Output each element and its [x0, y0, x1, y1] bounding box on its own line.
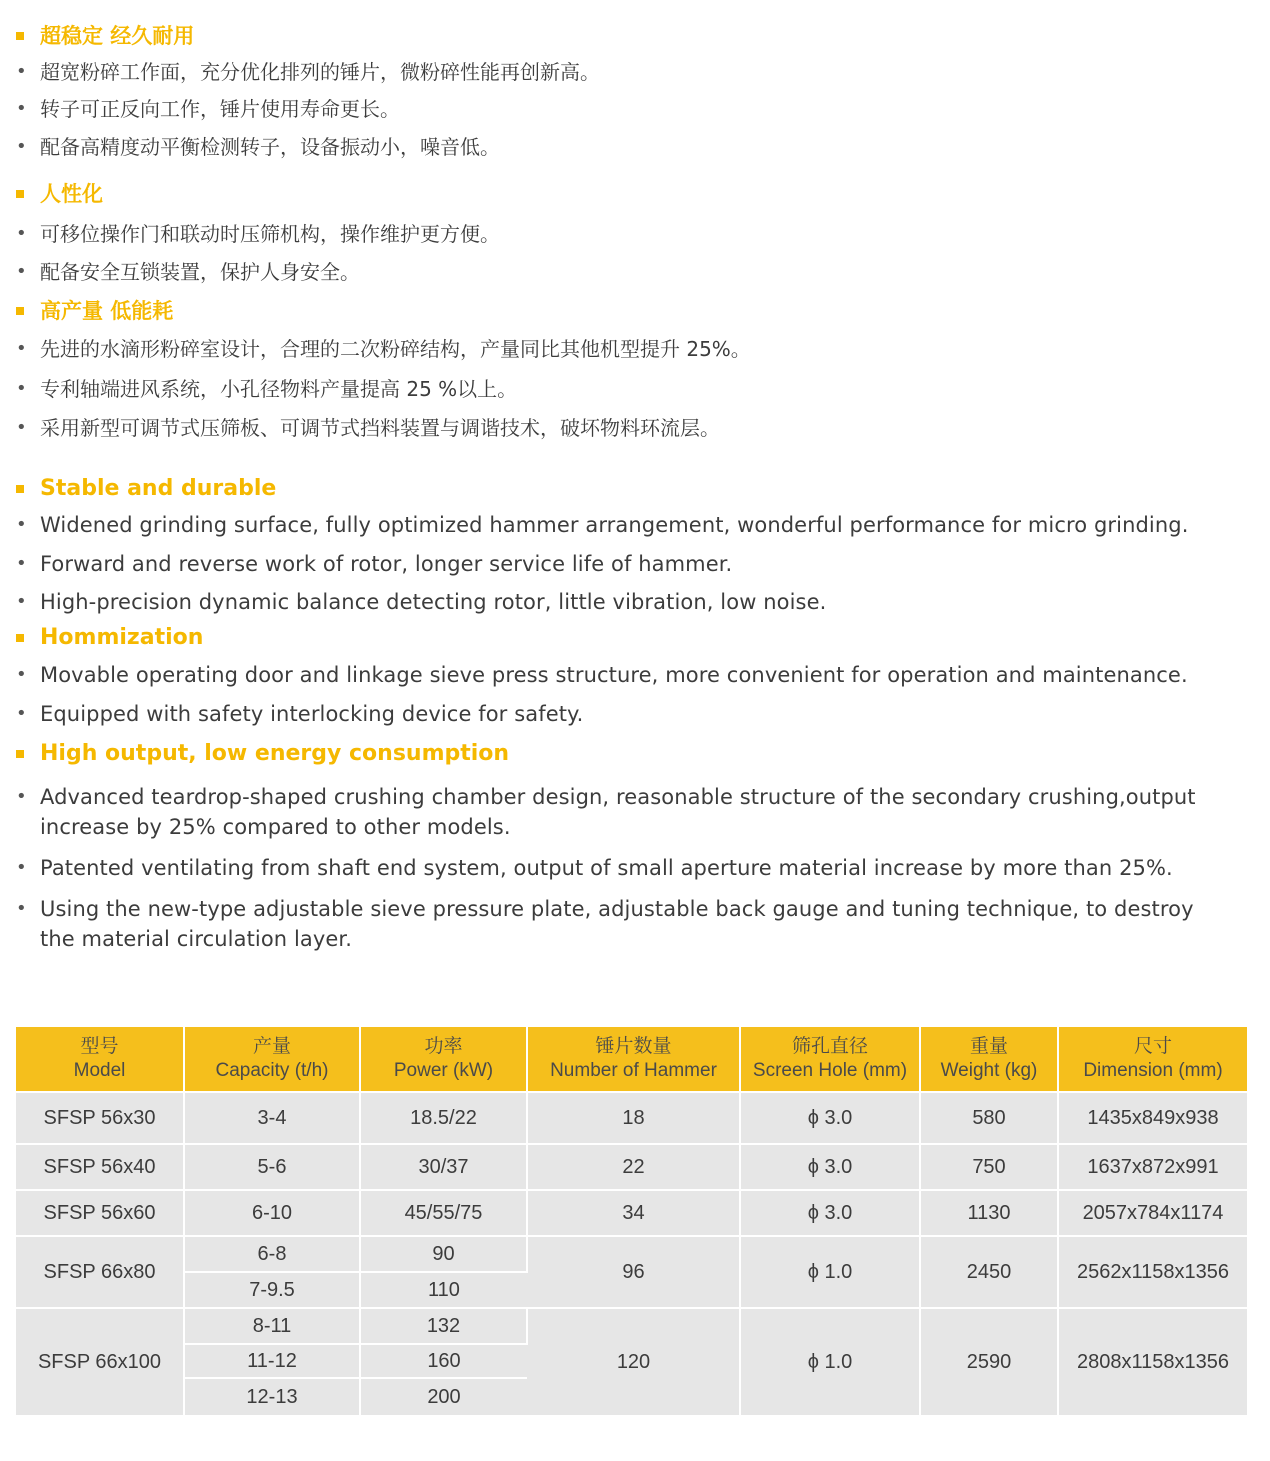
cell-model: SFSP 56x40 [16, 1144, 184, 1190]
feature-text: Widened grinding surface, fully optimized hammer arrangement, wonderful performance for micro grinding. [40, 513, 1189, 537]
column-header-hammers [527, 1027, 740, 1092]
square-bullet-icon [16, 634, 24, 642]
feature-text: 先进的水滴形粉碎室设计，合理的二次粉碎结构，产量同比其他机型提升 25%。 [40, 337, 751, 361]
table-header-row [16, 1027, 1247, 1092]
square-bullet-icon [16, 32, 24, 40]
feature-item [16, 222, 500, 246]
header-cn: 重量 [969, 1036, 1008, 1057]
feature-text: Advanced teardrop-shaped crushing chamber design, reasonable structure of the secondary crushing,output increase by 25% compared to other models. [40, 785, 1196, 839]
cell-capacity: 3-4 [184, 1092, 360, 1144]
feature-text: 超宽粉碎工作面，充分优化排列的锤片，微粉碎性能再创新高。 [40, 60, 600, 84]
bullet-dot-icon: • [16, 553, 27, 574]
cell-capacity: 12-13 [184, 1378, 360, 1416]
cell-model: SFSP 66x100 [16, 1308, 184, 1416]
feature-text: 配备高精度动平衡检测转子，设备振动小，噪音低。 [40, 135, 500, 159]
cell-power: 160 [360, 1344, 527, 1378]
bullet-dot-icon: • [16, 664, 27, 685]
cell-model: SFSP 66x80 [16, 1236, 184, 1308]
cell-dimension: 1435x849x938 [1058, 1092, 1247, 1144]
cell-hammers: 22 [527, 1144, 740, 1190]
bullet-dot-icon: • [16, 514, 27, 535]
table-row [16, 1092, 1247, 1144]
cell-weight: 2450 [920, 1236, 1058, 1308]
section-title: Stable and durable [40, 476, 277, 501]
column-header-model [16, 1027, 184, 1092]
bullet-dot-icon: • [16, 857, 27, 878]
feature-text: 专利轴端进风系统，小孔径物料产量提高 25 %以上。 [40, 377, 518, 401]
feature-item [16, 587, 826, 617]
header-cn: 锤片数量 [595, 1036, 672, 1057]
section-heading-cn-human [16, 181, 103, 207]
cell-dimension: 2057x784x1174 [1058, 1190, 1247, 1236]
feature-text: 可移位操作门和联动时压筛机构，操作维护更方便。 [40, 222, 500, 246]
cell-hammers: 96 [527, 1236, 740, 1308]
header-en: Screen Hole (mm) [752, 1060, 908, 1081]
cell-hammers: 18 [527, 1092, 740, 1144]
feature-item [16, 337, 751, 361]
cell-capacity: 8-11 [184, 1308, 360, 1344]
header-en: Number of Hammer [550, 1060, 717, 1081]
bullet-dot-icon: • [16, 61, 27, 82]
feature-item [16, 549, 732, 579]
bullet-dot-icon: • [16, 591, 27, 612]
cell-hammers: 34 [527, 1190, 740, 1236]
cell-screen-hole: ϕ 3.0 [740, 1190, 920, 1236]
header-en: Capacity (t/h) [215, 1060, 329, 1081]
cell-screen-hole: ϕ 1.0 [740, 1308, 920, 1416]
cell-model: SFSP 56x30 [16, 1092, 184, 1144]
section-title: High output, low energy consumption [40, 741, 510, 766]
cell-power: 18.5/22 [360, 1092, 527, 1144]
bullet-dot-icon: • [16, 98, 27, 119]
column-header-weight [920, 1027, 1058, 1092]
cell-dimension: 2562x1158x1356 [1058, 1236, 1247, 1308]
feature-item [16, 260, 360, 284]
header-cn: 功率 [424, 1036, 463, 1057]
bullet-dot-icon: • [16, 898, 27, 919]
section-heading-en-stable [16, 475, 276, 503]
section-title: 高产量 低能耗 [40, 299, 174, 323]
feature-item [16, 782, 1196, 842]
header-en: Power (kW) [393, 1060, 494, 1081]
header-en: Model [73, 1060, 126, 1081]
feature-item [16, 135, 500, 159]
bullet-dot-icon: • [16, 378, 27, 399]
feature-text: 配备安全互锁装置，保护人身安全。 [40, 260, 360, 284]
cell-dimension: 2808x1158x1356 [1058, 1308, 1247, 1416]
square-bullet-icon [16, 485, 24, 493]
feature-text: Forward and reverse work of rotor, longer service life of hammer. [40, 552, 733, 576]
feature-item [16, 97, 400, 121]
column-header-capacity [184, 1027, 360, 1092]
bullet-dot-icon: • [16, 223, 27, 244]
table-row [16, 1308, 1247, 1344]
feature-item [16, 510, 1188, 540]
feature-text: Movable operating door and linkage sieve press structure, more convenient for operation and maintenance. [40, 663, 1188, 687]
column-header-power [360, 1027, 527, 1092]
feature-text: High-precision dynamic balance detecting rotor, little vibration, low noise. [40, 590, 827, 614]
square-bullet-icon [16, 750, 24, 758]
feature-text: Patented ventilating from shaft end system, output of small aperture material increase by more than 25%. [40, 856, 1173, 880]
section-title: Hommization [40, 625, 204, 650]
column-header-dimension [1058, 1027, 1247, 1092]
feature-text: Equipped with safety interlocking device for safety. [40, 702, 584, 726]
cell-screen-hole: ϕ 3.0 [740, 1144, 920, 1190]
feature-text: 转子可正反向工作，锤片使用寿命更长。 [40, 97, 400, 121]
section-title: 人性化 [40, 182, 103, 206]
table-row [16, 1144, 1247, 1190]
cell-power: 132 [360, 1308, 527, 1344]
bullet-dot-icon: • [16, 786, 27, 807]
section-heading-cn-stable [16, 23, 194, 49]
feature-item [16, 660, 1188, 690]
feature-item [16, 416, 720, 440]
section-heading-en-output [16, 740, 509, 768]
feature-item [16, 60, 600, 84]
feature-item [16, 377, 517, 401]
cell-capacity: 6-10 [184, 1190, 360, 1236]
table-row [16, 1190, 1247, 1236]
cell-weight: 750 [920, 1144, 1058, 1190]
cell-capacity: 11-12 [184, 1344, 360, 1378]
square-bullet-icon [16, 307, 24, 315]
bullet-dot-icon: • [16, 261, 27, 282]
section-heading-cn-output [16, 298, 173, 324]
table-row [16, 1236, 1247, 1272]
header-cn: 尺寸 [1133, 1036, 1172, 1057]
cell-model: SFSP 56x60 [16, 1190, 184, 1236]
feature-text: 采用新型可调节式压筛板、可调节式挡料装置与调谐技术，破坏物料环流层。 [40, 416, 720, 440]
cell-power: 45/55/75 [360, 1190, 527, 1236]
feature-text: Using the new-type adjustable sieve pressure plate, adjustable back gauge and tuning technique, to destroy the material circulation layer. [40, 897, 1194, 951]
cell-capacity: 7-9.5 [184, 1272, 360, 1308]
cell-hammers: 120 [527, 1308, 740, 1416]
square-bullet-icon [16, 190, 24, 198]
cell-capacity: 5-6 [184, 1144, 360, 1190]
section-title: 超稳定 经久耐用 [40, 24, 195, 48]
cell-power: 110 [360, 1272, 527, 1308]
header-en: Weight (kg) [940, 1060, 1038, 1081]
bullet-dot-icon: • [16, 417, 27, 438]
cell-capacity: 6-8 [184, 1236, 360, 1272]
header-cn: 筛孔直径 [791, 1036, 868, 1057]
section-heading-en-hommization [16, 624, 203, 652]
cell-weight: 1130 [920, 1190, 1058, 1236]
bullet-dot-icon: • [16, 703, 27, 724]
bullet-dot-icon: • [16, 136, 27, 157]
cell-power: 30/37 [360, 1144, 527, 1190]
cell-dimension: 1637x872x991 [1058, 1144, 1247, 1190]
spec-table [16, 1027, 1247, 1417]
cell-weight: 580 [920, 1092, 1058, 1144]
bullet-dot-icon: • [16, 338, 27, 359]
cell-power: 90 [360, 1236, 527, 1272]
feature-item [16, 699, 583, 729]
header-en: Dimension (mm) [1083, 1060, 1223, 1081]
cell-screen-hole: ϕ 3.0 [740, 1092, 920, 1144]
feature-item [16, 894, 1196, 954]
header-cn: 产量 [252, 1036, 291, 1057]
cell-screen-hole: ϕ 1.0 [740, 1236, 920, 1308]
feature-item [16, 853, 1173, 883]
cell-weight: 2590 [920, 1308, 1058, 1416]
column-header-screen-hole [740, 1027, 920, 1092]
cell-power: 200 [360, 1378, 527, 1416]
header-cn: 型号 [80, 1036, 119, 1057]
